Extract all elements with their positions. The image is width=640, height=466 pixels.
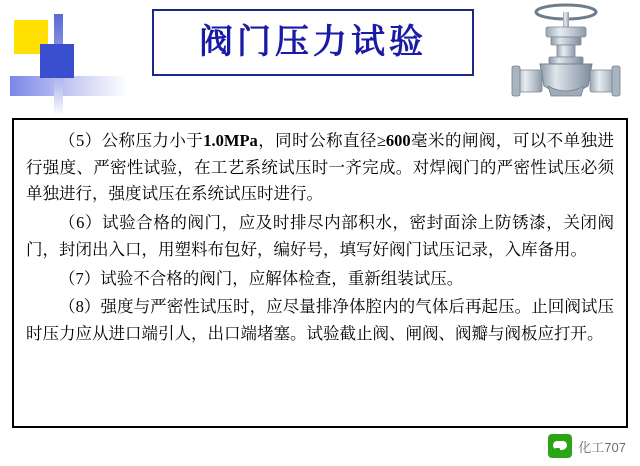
paragraph-item-7 — [26, 266, 614, 293]
valve-illustration — [502, 0, 630, 118]
run-text: （7）试验不合格的阀门，应解体检查，重新组装试压。 — [59, 268, 464, 288]
page-title: 阀门压力试验 — [199, 23, 427, 61]
paragraph-item-5 — [26, 128, 614, 208]
title-box — [152, 9, 474, 76]
wechat-logo-icon — [548, 434, 572, 458]
run-text: （6）试验合格的阀门，应及时排尽内部积水，密封面涂上防锈漆，关闭阀门，封闭出入口，用塑料布包好，编好号，填写好阀门试压记录，入库备用。 — [26, 213, 614, 259]
run-text: （5）公称压力小于 — [59, 131, 204, 150]
paragraph-item-8 — [26, 294, 614, 347]
blue-square-decoration — [40, 44, 74, 78]
decorative-squares — [10, 14, 130, 114]
run-text: 毫米的闸阀，可以不单独进行强度、严密性试验，在工艺系统试压时一齐完成。对焊阀门的严密性试压必须单独进行，强度试压在系统试压时进行。 — [26, 131, 615, 204]
watermark — [548, 434, 626, 458]
run-text-bold: 1.0MPa — [203, 131, 258, 150]
run-text: ，同时公称直径≥ — [257, 131, 386, 150]
run-text: （8）强度与严密性试压时，应尽量排净体腔内的气体后再起压。止回阀试压时压力应从进口端引人，出口端堵塞。试验截止阀、闸阀、阀瓣与阀板应打开。 — [26, 297, 614, 344]
watermark-label: 化工707 — [578, 439, 626, 455]
run-text-bold: 600 — [385, 131, 411, 150]
paragraph-item-6 — [26, 210, 614, 263]
content-frame — [12, 118, 628, 428]
horizontal-gradient-bar — [10, 76, 128, 96]
